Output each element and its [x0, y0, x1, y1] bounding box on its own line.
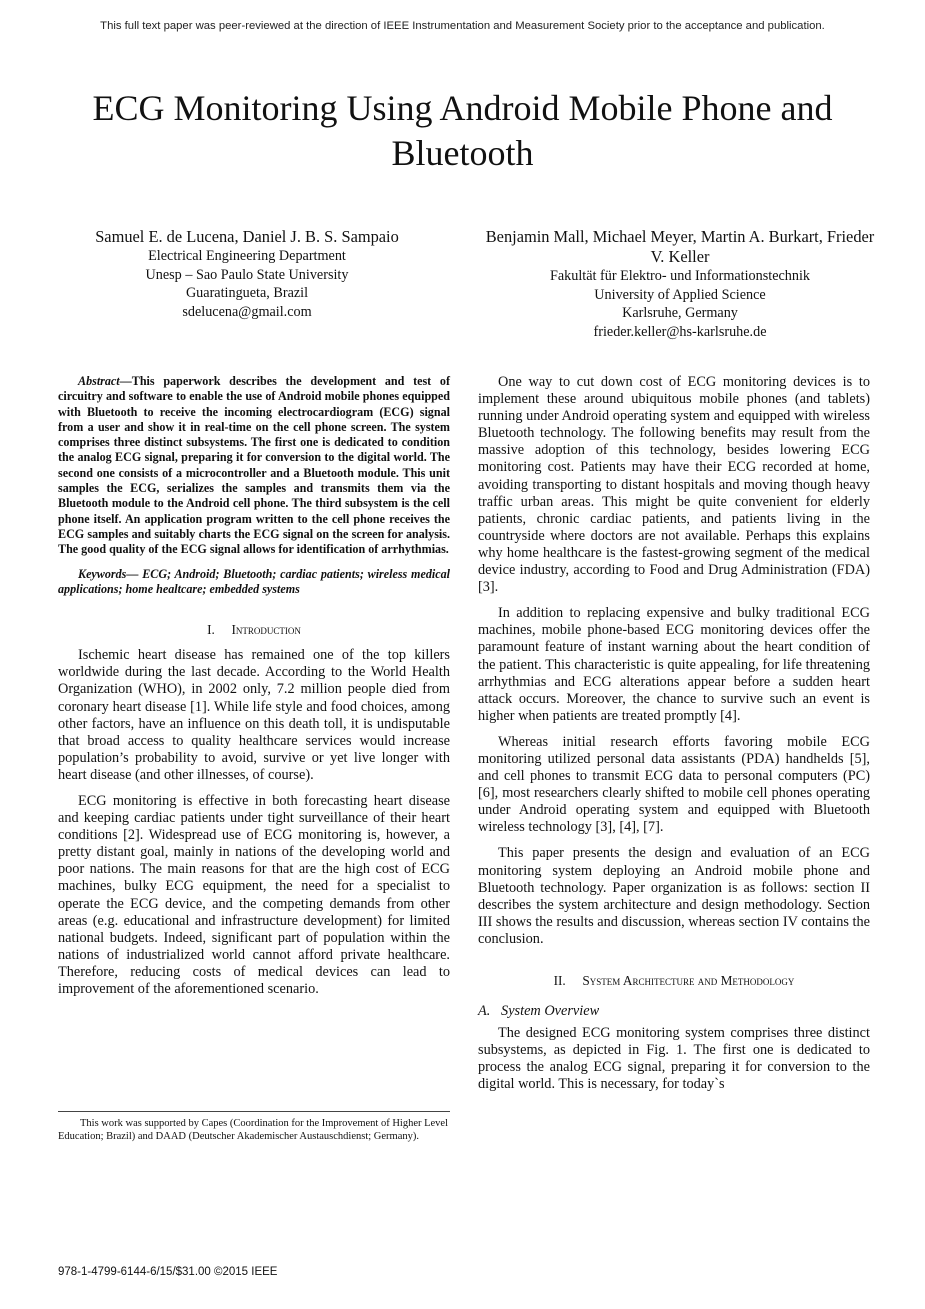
- section-title: System Architecture and Methodology: [582, 973, 795, 988]
- abstract-text: —This paperwork describes the development and test of circuitry and software to enable the use of Android mobile phones equipped with Bluetooth to receive the incoming electrocardiogram (ECG) signal from a user and show it in real-time on the cell phone screen. The system comprises three distinct subsystems. The first one is dedicated to condition the analog ECG signal, preparing it for conversion to the digital world. The second one consists of a microcontroller and a Bluetooth module. This unit samples the ECG, serializes the samples and transmits them via the Bluetooth module to the Android cell phone. The third subsystem is the cell phone itself. An application program written to the cell phone receives the ECG samples and suitably charts the ECG signal on the screen for analysis. The good quality of the ECG signal allows for identification of arrhythmias.: [58, 374, 450, 557]
- paragraph: The designed ECG monitoring system comprises three distinct subsystems, as depicted in Fig. 1. The first one is dedicated to process the analog ECG signal, preparing it for conversion to the digital world. This is necessary, for today`s: [478, 1025, 870, 1093]
- paragraph: ECG monitoring is effective in both forecasting heart disease and keeping cardiac patients under tight surveillance of their heart conditions [2]. Widespread use of ECG monitoring is, however, a pretty distant goal, mainly in nations of the developing world and poor nations. The main reasons for that are the high cost of ECG machines, bulky ECG equipment, the need for a specialist to operate the ECG device, and the competing demands from other areas (e.g. educational and infrastructure development) for limited national budgets. Indeed, significant part of population within the nations of industrialized world cannot afford private healthcare. Therefore, reducing costs of medical devices can lead to improvement of the aforementioned scenario.: [58, 793, 450, 998]
- paragraph: Whereas initial research efforts favoring mobile ECG monitoring utilized personal data assistants (PDA) handhelds [5], and cell phones to transmit ECG data to personal computers (PC) [6], most researchers clearly shifted to mobile cell phones operating under Android operating system and equipped with Bluetooth wireless technology [3], [4], [7].: [478, 733, 870, 836]
- funding-footnote: This work was supported by Capes (Coordination for the Improvement of Higher Level Education; Brazil) and DAAD (Deutscher Akademischer Austauschdienst; Germany).: [58, 1118, 448, 1143]
- section-number: II.: [553, 973, 566, 988]
- author-department: Electrical Engineering Department: [148, 248, 346, 264]
- subsection-label: A.: [478, 1003, 491, 1020]
- author-names: Benjamin Mall, Michael Meyer, Martin A. Burkart, Frieder V. Keller: [485, 227, 875, 266]
- author-department: Fakultät für Elektro- und Informationstechnik: [549, 268, 811, 284]
- abstract-label: Abstract: [78, 374, 120, 388]
- footnote-divider: [58, 1111, 450, 1112]
- section-number: I.: [207, 622, 215, 638]
- author-location: Guaratingueta, Brazil: [185, 285, 309, 301]
- author-email: sdelucena@gmail.com: [182, 303, 312, 320]
- right-column: [478, 374, 870, 1103]
- paragraph: Ischemic heart disease has remained one of the top killers worldwide during the last decade. According to the World Health Organization (WHO), in 2002 only, 7.2 million people died from coronary heart disease [1]. While life style and food choices, among other factors, have an influence on this death toll, it is undisputable that broad access to quality healthcare services would increase population’s probability to avoid, survive or yet live longer with heart disease (and other illnesses, of course).: [58, 647, 450, 783]
- section-title: Introduction: [231, 622, 301, 638]
- author-names: Samuel E. de Lucena, Daniel J. B. S. Sampaio: [95, 227, 399, 246]
- peer-review-note: This full text paper was peer-reviewed at the direction of IEEE Instrumentation and Measurement Society prior to the acceptance and publication.: [100, 20, 825, 32]
- keywords: Keywords— ECG; Android; Bluetooth; cardiac patients; wireless medical applications; home healtcare; embedded systems: [58, 566, 450, 596]
- left-column: [58, 374, 450, 1007]
- section-heading-introduction: [58, 621, 450, 638]
- author-university: Unesp – Sao Paulo State University: [145, 266, 349, 283]
- paragraph: This paper presents the design and evaluation of an ECG monitoring system deploying an Android mobile phone and Bluetooth technology. Paper organization is as follows: section II describes the system architecture and design methodology. Section III shows the results and discussion, whereas section IV contains the conclusion.: [478, 845, 870, 947]
- subsection-heading: [478, 1003, 870, 1020]
- copyright-footer: 978-1-4799-6144-6/15/$31.00 ©2015 IEEE: [58, 1266, 278, 1278]
- author-block-left: [47, 227, 447, 321]
- author-location: Karlsruhe, Germany: [622, 305, 738, 321]
- author-email: frieder.keller@hs-karlsruhe.de: [593, 323, 767, 340]
- paragraph: One way to cut down cost of ECG monitoring devices is to implement these around ubiquitous mobile phones (and tablets) running under Android operating system and equipped with wireless Bluetooth technology. The following benefits may result from the massive adoption of this technology, besides lowering ECG monitoring cost. Patients may have their ECG recorded at home, avoiding transporting to distant hospitals and moving though heavy traffic urban areas. This might be quite convenient for elderly patients, chronic cardiac patients, and patients living in the countryside where doctors are not available. Perhaps this explains why home healthcare is the fastest-growing segment of the medical device industry, according to Food and Drug Administration (FDA) [3].: [478, 374, 870, 596]
- paragraph: In addition to replacing expensive and bulky traditional ECG machines, mobile phone-based ECG monitoring devices offer the paramount feature of instant warning about the heart condition of the patient. This characteristic is quite appealing, for life threatening arrhythmias and ECG alterations appear before a sudden heart attack occurs. Moreover, the chance to survive such an event is higher when patients are treated promptly [4].: [478, 605, 870, 724]
- subsection-title: System Overview: [501, 1003, 600, 1020]
- section-heading-system-architecture: [478, 972, 870, 989]
- author-block-right: [480, 227, 880, 341]
- abstract: [58, 374, 450, 558]
- author-university: University of Applied Science: [594, 286, 766, 303]
- paper-title: ECG Monitoring Using Android Mobile Phone and Bluetooth: [92, 88, 833, 173]
